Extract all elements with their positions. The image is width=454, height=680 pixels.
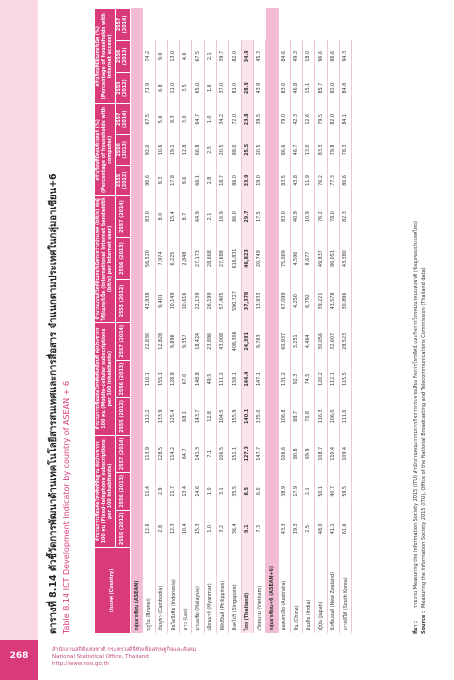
value-cell: 144.4 xyxy=(241,360,253,397)
value-cell: 104.5 xyxy=(217,398,229,435)
value-cell: 110.1 xyxy=(143,360,155,397)
value-cell: 5.6 xyxy=(155,104,167,135)
value-cell: 9,357 xyxy=(180,322,192,360)
value-cell: 2.5 xyxy=(204,135,216,166)
group-label: กลุ่มอาเซียน+6 (ASEAN+6) xyxy=(266,9,278,634)
table-row xyxy=(155,9,167,634)
value-cell: 112.2 xyxy=(143,398,155,435)
value-cell: 85.7 xyxy=(315,72,327,104)
source-label-en: Source : xyxy=(421,610,427,634)
value-cell: 4,596 xyxy=(290,237,302,279)
year-header: 2555 (2012) xyxy=(116,72,131,104)
source-label-th: ที่มา : xyxy=(413,620,419,634)
value-cell: 128.8 xyxy=(167,360,179,397)
value-cell: 38.9 xyxy=(278,473,290,510)
country-cell: ฟิลิปปินส์ (Philippines) xyxy=(217,548,229,634)
value-cell: 96.6 xyxy=(315,40,327,72)
country-cell: เกาหลีใต้ (South Korea) xyxy=(340,548,352,634)
value-cell: 152.1 xyxy=(229,435,241,472)
value-cell: 83.5 xyxy=(278,165,290,196)
value-cell: 88.7 xyxy=(290,398,302,435)
country-cell: ออสเตรเลีย (Australia) xyxy=(278,548,290,634)
value-cell: 590,727 xyxy=(229,280,241,322)
year-header: 2556 (2013) xyxy=(116,360,131,397)
value-cell: 24,391 xyxy=(241,322,253,360)
value-cell: 69.9 xyxy=(303,435,315,472)
value-cell: 12.6 xyxy=(143,510,155,547)
country-cell: ญี่ปุ่น (Japan) xyxy=(315,548,327,634)
value-cell: 125.4 xyxy=(167,398,179,435)
table-row xyxy=(290,9,302,634)
table-row xyxy=(229,9,241,634)
value-cell: 147.7 xyxy=(253,435,265,472)
value-cell: 66.1 xyxy=(192,165,204,196)
value-cell: 8,677 xyxy=(303,237,315,279)
country-cell: เมียนมาร์ (Myanmar) xyxy=(204,548,216,634)
value-cell: 13.4 xyxy=(180,473,192,510)
value-cell: 3.5 xyxy=(180,72,192,104)
value-cell: 70.8 xyxy=(303,398,315,435)
value-cell: 2.8 xyxy=(155,510,167,547)
value-cell: 2,848 xyxy=(180,237,192,279)
group-label: กลุ่มอาเซียน (ASEAN) xyxy=(131,9,143,634)
group-header-bandwidth: จำนวนแบนด์วิดท์อินเทอร์เน็ตระหว่างประเทศ (bit/s) ต่อผู้ใช้อินเทอร์เน็ต (International Internet bandwidth (bit/s) per Internet user) xyxy=(95,196,116,322)
country-cell: ลาว (Lao) xyxy=(180,548,192,634)
value-cell: 88.0 xyxy=(229,135,241,166)
value-cell: 43,938 xyxy=(143,280,155,322)
value-cell: 11.0 xyxy=(167,72,179,104)
value-cell: 131.2 xyxy=(278,360,290,397)
country-cell: เวียดนาม (Vietnam) xyxy=(253,548,265,634)
value-cell: 6,225 xyxy=(167,237,179,279)
value-cell: 14.6 xyxy=(192,473,204,510)
value-cell: 10.9 xyxy=(303,196,315,238)
value-cell: 40.7 xyxy=(327,473,339,510)
value-cell: 29.7 xyxy=(241,196,253,238)
value-cell: 106.6 xyxy=(278,435,290,472)
value-cell: 19.0 xyxy=(253,165,265,196)
table-row xyxy=(315,9,327,634)
value-cell: 86.0 xyxy=(229,165,241,196)
year-header: 2556 (2013) xyxy=(116,135,131,166)
value-cell: 46.8 xyxy=(290,72,302,104)
value-cell: 141.3 xyxy=(192,435,204,472)
value-cell: 46,823 xyxy=(241,237,253,279)
value-cell: 67.5 xyxy=(192,40,204,72)
value-cell: 26,199 xyxy=(204,280,216,322)
value-cell: 2.1 xyxy=(204,40,216,72)
value-cell: 34.2 xyxy=(217,104,229,135)
table-row xyxy=(253,9,265,634)
value-cell: 114.2 xyxy=(167,435,179,472)
value-cell: 11.4 xyxy=(143,473,155,510)
group-header-mobile: จำนวนการเชื่อมต่อโทรศัพท์เคลื่อนที่ ต่อประชากร 100 คน (Mobile-cellular subscriptions per 100 inhabitants) xyxy=(95,322,116,435)
value-cell: 25.5 xyxy=(241,135,253,166)
value-cell: 80.8 xyxy=(290,435,302,472)
group-header-fixed-phone: จำนวนการเชื่อมต่อโทรศัพท์พื้นฐาน ต่อประชากร 100 คน (Fixed-telephone subscriptions per 100 inhabitants) xyxy=(95,435,116,547)
value-cell: 22,139 xyxy=(192,280,204,322)
value-cell: 18.0 xyxy=(303,40,315,72)
value-cell: 71.9 xyxy=(143,72,155,104)
value-cell: 10.6 xyxy=(155,135,167,166)
value-cell: 7.3 xyxy=(253,510,265,547)
value-cell: 48.0 xyxy=(315,510,327,547)
value-cell: 43,008 xyxy=(217,322,229,360)
value-cell: 2.5 xyxy=(303,510,315,547)
value-cell: 83.3 xyxy=(315,135,327,166)
value-cell: 13.0 xyxy=(167,40,179,72)
value-cell: 120.2 xyxy=(315,360,327,397)
value-cell: 7.1 xyxy=(204,435,216,472)
value-cell: 127.3 xyxy=(241,435,253,472)
value-cell: 110.4 xyxy=(327,435,339,472)
value-cell: 4,250 xyxy=(290,280,302,322)
value-cell: 9.1 xyxy=(241,510,253,547)
value-cell: 8.0 xyxy=(155,196,167,238)
year-header: 2557 (2014) xyxy=(116,435,131,472)
year-header: 2557 (2014) xyxy=(116,196,131,238)
value-cell: 12.8 xyxy=(204,398,216,435)
value-cell: 96,051 xyxy=(327,237,339,279)
source-text-th: รายงาน Measuring the Information Society 2015 (ITU) สำนักงานคณะกรรมการกิจการกระจายเสียง กิจการโทรทัศน์ และกิจการโทรคมนาคมแห่งชาติ (ข้อมูลของประเทศไทย) xyxy=(413,221,419,608)
value-cell: 15.3 xyxy=(192,510,204,547)
value-cell: 16.9 xyxy=(217,196,229,238)
table-row xyxy=(204,9,216,634)
group-row xyxy=(131,9,143,634)
value-cell: 42.3 xyxy=(290,104,302,135)
value-cell: 40.9 xyxy=(290,196,302,238)
value-cell: 37.0 xyxy=(217,72,229,104)
year-header: 2557 (2014) xyxy=(116,322,131,360)
table-row xyxy=(192,9,204,634)
value-cell: 28,523 xyxy=(340,322,352,360)
country-cell: ไทย (Thailand) xyxy=(241,548,253,634)
value-cell: 66.8 xyxy=(192,135,204,166)
table-row xyxy=(340,9,352,634)
value-cell: 12.3 xyxy=(167,510,179,547)
year-header: 2556 (2013) xyxy=(116,40,131,72)
value-cell: 2.1 xyxy=(204,196,216,238)
value-cell: 92.0 xyxy=(143,135,155,166)
value-cell: 2.9 xyxy=(155,473,167,510)
value-cell: 36.4 xyxy=(229,510,241,547)
value-cell: 111.2 xyxy=(217,360,229,397)
table-body xyxy=(131,9,352,634)
value-cell: 4.6 xyxy=(180,40,192,72)
rotated-content xyxy=(40,0,452,640)
value-cell: 18.7 xyxy=(217,165,229,196)
value-cell: 76.2 xyxy=(315,165,327,196)
year-header: 2555 (2012) xyxy=(116,165,131,196)
country-cell: บรูไน (Brunei) xyxy=(143,548,155,634)
value-cell: 49.3 xyxy=(290,40,302,72)
value-cell: 67.5 xyxy=(143,104,155,135)
value-cell: 128.5 xyxy=(155,435,167,472)
value-cell: 133.9 xyxy=(155,398,167,435)
footer-link[interactable]: http://www.nso.go.th xyxy=(52,661,110,667)
value-cell: 67,099 xyxy=(278,280,290,322)
value-cell: 64.7 xyxy=(192,104,204,135)
value-cell: 43,578 xyxy=(327,280,339,322)
value-cell: 20.5 xyxy=(217,135,229,166)
year-header: 2555 (2012) xyxy=(116,280,131,322)
value-cell: 2.1 xyxy=(303,473,315,510)
value-cell: 10,616 xyxy=(180,280,192,322)
value-cell: 68.1 xyxy=(180,398,192,435)
value-cell: 43.9 xyxy=(253,72,265,104)
value-cell: 64.9 xyxy=(192,196,204,238)
table-row xyxy=(217,9,229,634)
value-cell: 8.7 xyxy=(180,196,192,238)
value-cell: 155.9 xyxy=(229,398,241,435)
value-cell: 84.8 xyxy=(340,72,352,104)
country-cell: สิงคโปร์ (Singapore) xyxy=(229,548,241,634)
value-cell: 17.8 xyxy=(167,165,179,196)
group-row xyxy=(266,9,278,634)
value-cell: 79.8 xyxy=(327,135,339,166)
value-cell: 23,896 xyxy=(204,322,216,360)
value-cell: 408,306 xyxy=(229,322,241,360)
value-cell: 3.2 xyxy=(217,510,229,547)
value-cell: 77.3 xyxy=(327,165,339,196)
value-cell: 106.0 xyxy=(327,398,339,435)
table-row xyxy=(143,9,155,634)
value-cell: 19.1 xyxy=(167,135,179,166)
value-cell: 106.8 xyxy=(278,398,290,435)
value-cell: 82.0 xyxy=(327,104,339,135)
value-cell: 9.6 xyxy=(180,165,192,196)
country-cell: มาเลเซีย (Malaysia) xyxy=(192,548,204,634)
value-cell: 27,688 xyxy=(217,237,229,279)
table-row xyxy=(241,9,253,634)
country-cell: นิวซีแลนด์ (New Zealand) xyxy=(327,548,339,634)
year-header: 2555 (2012) xyxy=(116,398,131,435)
value-cell: 82.0 xyxy=(229,40,241,72)
value-cell: 34.9 xyxy=(241,40,253,72)
value-cell: 83.0 xyxy=(143,196,155,238)
value-cell: 9,401 xyxy=(155,280,167,322)
footer-line-en: National Statistical Office, Thailand xyxy=(52,654,149,660)
value-cell: 94.3 xyxy=(340,40,352,72)
year-header: 2556 (2013) xyxy=(116,237,131,279)
value-cell: 15.4 xyxy=(167,196,179,238)
table-row xyxy=(278,9,290,634)
value-cell: 86.6 xyxy=(327,40,339,72)
value-cell: 46.7 xyxy=(290,135,302,166)
value-cell: 19.3 xyxy=(290,510,302,547)
source-text-en: Measuring the Information Society 2015 (ITU), Office of the National Broadcasting and Telecommunications Commission (Thailand data) xyxy=(421,267,427,608)
value-cell: 32,607 xyxy=(327,322,339,360)
value-cell: 20.5 xyxy=(253,135,265,166)
value-cell: 20,749 xyxy=(253,237,265,279)
value-cell: 6.0 xyxy=(253,473,265,510)
value-cell: 13,933 xyxy=(253,280,265,322)
value-cell: 92.3 xyxy=(290,360,302,397)
value-cell: 9,896 xyxy=(167,322,179,360)
value-cell: 3.0 xyxy=(180,104,192,135)
value-cell: 75,069 xyxy=(278,237,290,279)
value-cell: 39.5 xyxy=(253,104,265,135)
value-cell: 112.1 xyxy=(327,360,339,397)
value-cell: 2.8 xyxy=(204,165,216,196)
value-cell: 43.8 xyxy=(290,165,302,196)
value-cell: 81.0 xyxy=(229,72,241,104)
value-cell: 30,056 xyxy=(315,322,327,360)
value-cell: 3.1 xyxy=(217,473,229,510)
value-cell: 109.4 xyxy=(340,435,352,472)
value-cell: 57,405 xyxy=(217,280,229,322)
country-header: ประเทศ (Country) xyxy=(95,548,131,634)
value-cell: 86.0 xyxy=(229,196,241,238)
value-cell: 50.1 xyxy=(315,473,327,510)
side-color-band xyxy=(0,0,38,680)
year-header: 2557 (2014) xyxy=(116,104,131,135)
value-cell: 41.1 xyxy=(327,510,339,547)
footer-line-th: สำนักงานสถิติแห่งชาติ กระทรวงดิจิทัลเพื่อเศรษฐกิจและสังคม xyxy=(52,647,197,653)
value-cell: 108.7 xyxy=(315,435,327,472)
value-cell: 79.5 xyxy=(315,104,327,135)
value-cell: 111.0 xyxy=(340,398,352,435)
value-cell: 76.2 xyxy=(315,196,327,238)
value-cell: 64.7 xyxy=(180,435,192,472)
ict-indicator-table xyxy=(94,8,352,634)
value-cell: 45.3 xyxy=(253,40,265,72)
value-cell: 30,896 xyxy=(340,280,352,322)
value-cell: 82.0 xyxy=(327,72,339,104)
country-cell: อินเดีย (India) xyxy=(303,548,315,634)
value-cell: 147.1 xyxy=(253,360,265,397)
page-number: 268 xyxy=(9,651,29,661)
value-cell: 39,221 xyxy=(315,280,327,322)
value-cell: 78.3 xyxy=(340,135,352,166)
value-cell: 7,974 xyxy=(155,237,167,279)
value-cell: 3,251 xyxy=(290,322,302,360)
value-cell: 56,520 xyxy=(143,237,155,279)
value-cell: 148.8 xyxy=(192,360,204,397)
value-cell: 83.0 xyxy=(278,196,290,238)
value-cell: 35.5 xyxy=(229,473,241,510)
value-cell: 43.3 xyxy=(278,510,290,547)
value-cell: 6.8 xyxy=(155,72,167,104)
value-cell: 158.1 xyxy=(229,360,241,397)
value-cell: 90.6 xyxy=(143,165,155,196)
value-cell: 15.1 xyxy=(303,72,315,104)
value-cell: 12,828 xyxy=(155,322,167,360)
value-cell: 13.0 xyxy=(303,135,315,166)
table-title: ตารางที่ 8.14 ตัวชี้วัดการพัฒนาด้านเทคโนโลยีสารสนเทศและการสื่อสาร จำแนกตามประเทศในกลุ่มอาเซียน+6 xyxy=(48,173,59,634)
value-cell: 18,424 xyxy=(192,322,204,360)
value-cell: 1.0 xyxy=(204,104,216,135)
value-cell: 12.6 xyxy=(303,104,315,135)
footer-publisher xyxy=(52,647,196,668)
country-cell: กัมพูชา (Cambodia) xyxy=(155,548,167,634)
value-cell: 72.0 xyxy=(229,104,241,135)
value-cell: 8.5 xyxy=(241,473,253,510)
value-cell: 113.9 xyxy=(143,435,155,472)
value-cell: 86.6 xyxy=(278,135,290,166)
value-cell: 74.5 xyxy=(303,360,315,397)
value-cell: 83.0 xyxy=(278,72,290,104)
value-cell: 84.6 xyxy=(278,40,290,72)
value-cell: 17.9 xyxy=(290,473,302,510)
table-row xyxy=(327,9,339,634)
year-header: 2556 (2013) xyxy=(116,473,131,510)
value-cell: 23.8 xyxy=(241,104,253,135)
value-cell: 43,380 xyxy=(340,237,352,279)
value-cell: 10.4 xyxy=(180,510,192,547)
value-cell: 17.5 xyxy=(253,196,265,238)
value-cell: 10,149 xyxy=(167,280,179,322)
value-cell: 78.0 xyxy=(327,196,339,238)
value-cell: 11.9 xyxy=(303,165,315,196)
value-cell: 59.5 xyxy=(340,473,352,510)
value-cell: 140.1 xyxy=(241,398,253,435)
value-cell: 1.0 xyxy=(204,473,216,510)
value-cell: 33.9 xyxy=(241,165,253,196)
value-cell: 61.6 xyxy=(340,510,352,547)
value-cell: 82.3 xyxy=(340,196,352,238)
table-subtitle: Table 8.14 ICT Development Indicator by country of ASEAN + 6 xyxy=(62,381,71,634)
value-cell: 1.6 xyxy=(204,72,216,104)
table-row xyxy=(303,9,315,634)
value-cell: 80.6 xyxy=(340,165,352,196)
country-cell: จีน (China) xyxy=(290,548,302,634)
year-header-row xyxy=(116,9,131,634)
year-header: 2557 (2014) xyxy=(116,9,131,41)
value-cell: 22,836 xyxy=(143,322,155,360)
value-cell: 39.7 xyxy=(217,40,229,72)
value-cell: 67.0 xyxy=(180,360,192,397)
value-cell: 79.0 xyxy=(278,104,290,135)
value-cell: 11.7 xyxy=(167,473,179,510)
value-cell: 135.0 xyxy=(253,398,265,435)
group-header-computer: ครัวเรือนที่มีคอมพิวเตอร์ (%) (Percentage of households with computer) xyxy=(95,104,116,196)
value-cell: 6,792 xyxy=(303,280,315,322)
group-header-internet: ครัวเรือนที่มีอินเทอร์เน็ต (%) (Percentage of households with Internet access) xyxy=(95,9,116,105)
value-cell: 28,668 xyxy=(204,237,216,279)
value-cell: 143.7 xyxy=(192,398,204,435)
table-row xyxy=(180,9,192,634)
year-header: 2555 (2012) xyxy=(116,510,131,547)
value-cell: 106.5 xyxy=(217,435,229,472)
value-cell: 37,378 xyxy=(241,280,253,322)
value-cell: 12.8 xyxy=(180,135,192,166)
value-cell: 65.0 xyxy=(192,72,204,104)
value-cell: 49,837 xyxy=(315,237,327,279)
value-cell: 9.3 xyxy=(155,165,167,196)
value-cell: 116.3 xyxy=(315,398,327,435)
value-cell: 115.5 xyxy=(340,360,352,397)
value-cell: 1.0 xyxy=(204,510,216,547)
value-cell: 74.2 xyxy=(143,40,155,72)
country-cell: อินโดนีเซีย (Indonesia) xyxy=(167,548,179,634)
source-notes xyxy=(412,221,428,634)
value-cell: 84.1 xyxy=(340,104,352,135)
value-cell: 28.9 xyxy=(241,72,253,104)
value-cell: 4,464 xyxy=(303,322,315,360)
value-cell: 27,173 xyxy=(192,237,204,279)
value-cell: 9,763 xyxy=(253,322,265,360)
table-row xyxy=(167,9,179,634)
value-cell: 60,937 xyxy=(278,322,290,360)
value-cell: 155.1 xyxy=(155,360,167,397)
value-cell: 9.0 xyxy=(155,40,167,72)
value-cell: 616,831 xyxy=(229,237,241,279)
value-cell: 9.3 xyxy=(167,104,179,135)
value-cell: 49.5 xyxy=(204,360,216,397)
